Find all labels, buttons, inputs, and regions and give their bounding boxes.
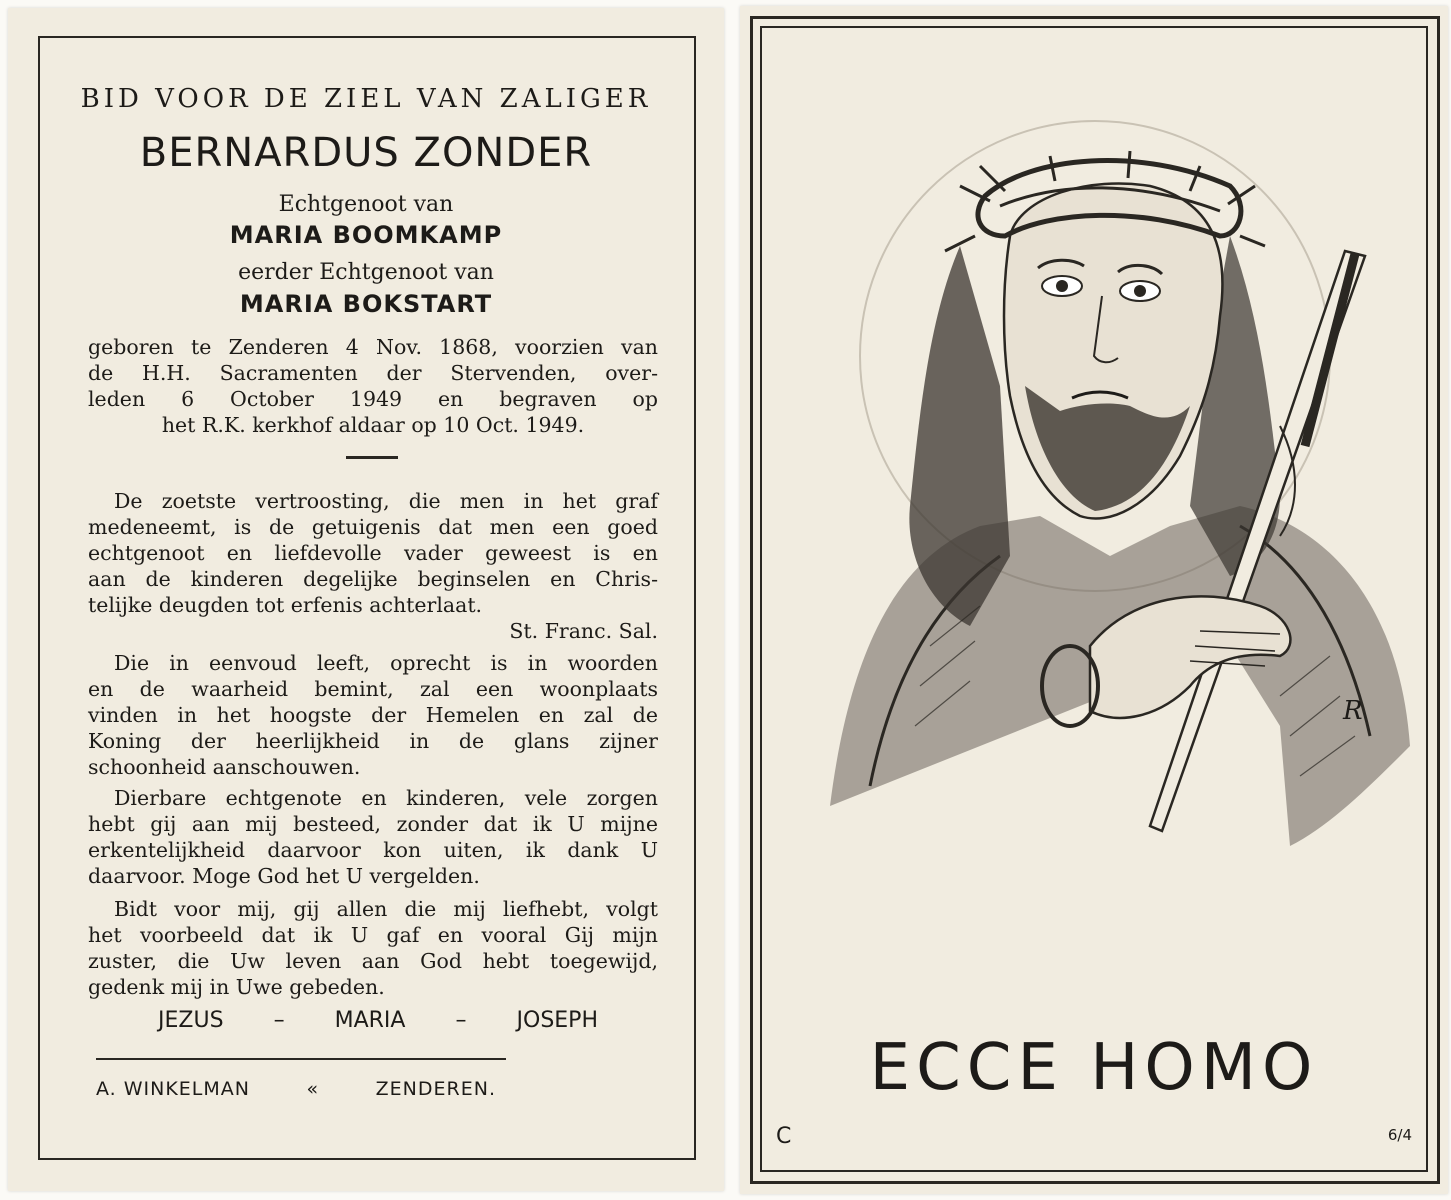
bio-line: geboren te Zenderen 4 Nov. 1868, voorzien van (88, 335, 658, 359)
quote-line: Dierbare echtgenote en kinderen, vele zorgen (114, 786, 658, 810)
quote-line: schoonheid aanschouwen. (88, 755, 361, 779)
dash: – (273, 1008, 285, 1033)
bio-line: leden 6 October 1949 en begraven op (88, 387, 658, 411)
section-divider (346, 456, 398, 459)
holy-names-line (158, 1008, 598, 1033)
bio-line: de H.H. Sacramenten der Stervenden, over- (88, 361, 658, 385)
quote-line: gedenk mij in Uwe gebeden. (88, 975, 385, 999)
quote-line: De zoetste vertroosting, die men in het graf (114, 489, 658, 513)
quote-paragraph-4 (88, 896, 658, 1000)
quote-line: Die in eenvoud leeft, oprecht is in woorden (114, 651, 658, 675)
holy-name: MARIA (334, 1008, 406, 1033)
quote-attribution: St. Franc. Sal. (509, 619, 658, 643)
quote-line: en de waarheid bemint, zal een woonplaats (88, 677, 658, 701)
pupil-left (1056, 280, 1068, 292)
quote-line: vinden in het hoogste der Hemelen en zal de (88, 703, 658, 727)
biography-paragraph (88, 334, 658, 438)
quote-line: Bidt voor mij, gij allen die mij liefhebt, volgt (114, 897, 658, 921)
quote-line: het voorbeeld dat ik U gaf en vooral Gij mijn (88, 923, 658, 947)
spouse1-label: Echtgenoot van (278, 192, 454, 217)
printer-town: ZENDEREN. (375, 1078, 496, 1100)
printer-name: A. WINKELMAN (96, 1078, 250, 1100)
holy-name: JEZUS (158, 1008, 224, 1033)
quote-line: telijke deugden tot erfenis achterlaat. (88, 593, 483, 617)
quote-line: Koning der heerlijkheid in de glans zijner (88, 729, 658, 753)
deceased-name: BERNARDUS ZONDER (139, 130, 593, 176)
spouse2-name: MARIA BOKSTART (239, 290, 493, 318)
pupil-right (1134, 285, 1146, 297)
hair-left (909, 246, 1010, 626)
quote-line: echtgenoot en liefdevolle vader geweest is en (88, 541, 658, 565)
quote-paragraph-3 (88, 785, 658, 889)
bio-line: het R.K. kerkhof aldaar op 10 Oct. 1949. (161, 413, 585, 437)
printer-line (96, 1078, 496, 1100)
printer-separator: « (306, 1078, 320, 1100)
prayer-heading: BID VOOR DE ZIEL VAN ZALIGER (80, 84, 652, 114)
holy-name: JOSEPH (516, 1008, 598, 1033)
memorial-card-text-side (8, 8, 724, 1191)
quote-line: zuster, die Uw leven aan God hebt toegewijd, (88, 949, 658, 973)
quote-line: hebt gij aan mij besteed, zonder dat ik U mijne (88, 812, 658, 836)
memorial-card-image-side (740, 6, 1448, 1194)
publisher-mark: C (776, 1124, 792, 1149)
spouse2-label: eerder Echtgenoot van (238, 260, 494, 285)
quote-line: medeneemt, is de getuigenis dat men een goed (88, 515, 658, 539)
card-number: 6/4 (1387, 1126, 1412, 1144)
quote-line: daarvoor. Moge God het U vergelden. (88, 864, 480, 888)
quote-paragraph-1 (88, 488, 658, 644)
card-caption: ECCE HOMO (869, 1031, 1319, 1105)
quote-line: erkentelijkheid daarvoor kon uiten, ik dank U (88, 838, 658, 862)
dash: – (455, 1008, 467, 1033)
spouse1-name: MARIA BOOMKAMP (229, 221, 503, 249)
ecce-homo-illustration (810, 86, 1420, 986)
footer-rule (96, 1058, 506, 1060)
quote-paragraph-2 (88, 650, 658, 780)
artist-signature: R (1343, 696, 1363, 726)
quote-line: aan de kinderen degelijke beginselen en Chris- (88, 567, 658, 591)
